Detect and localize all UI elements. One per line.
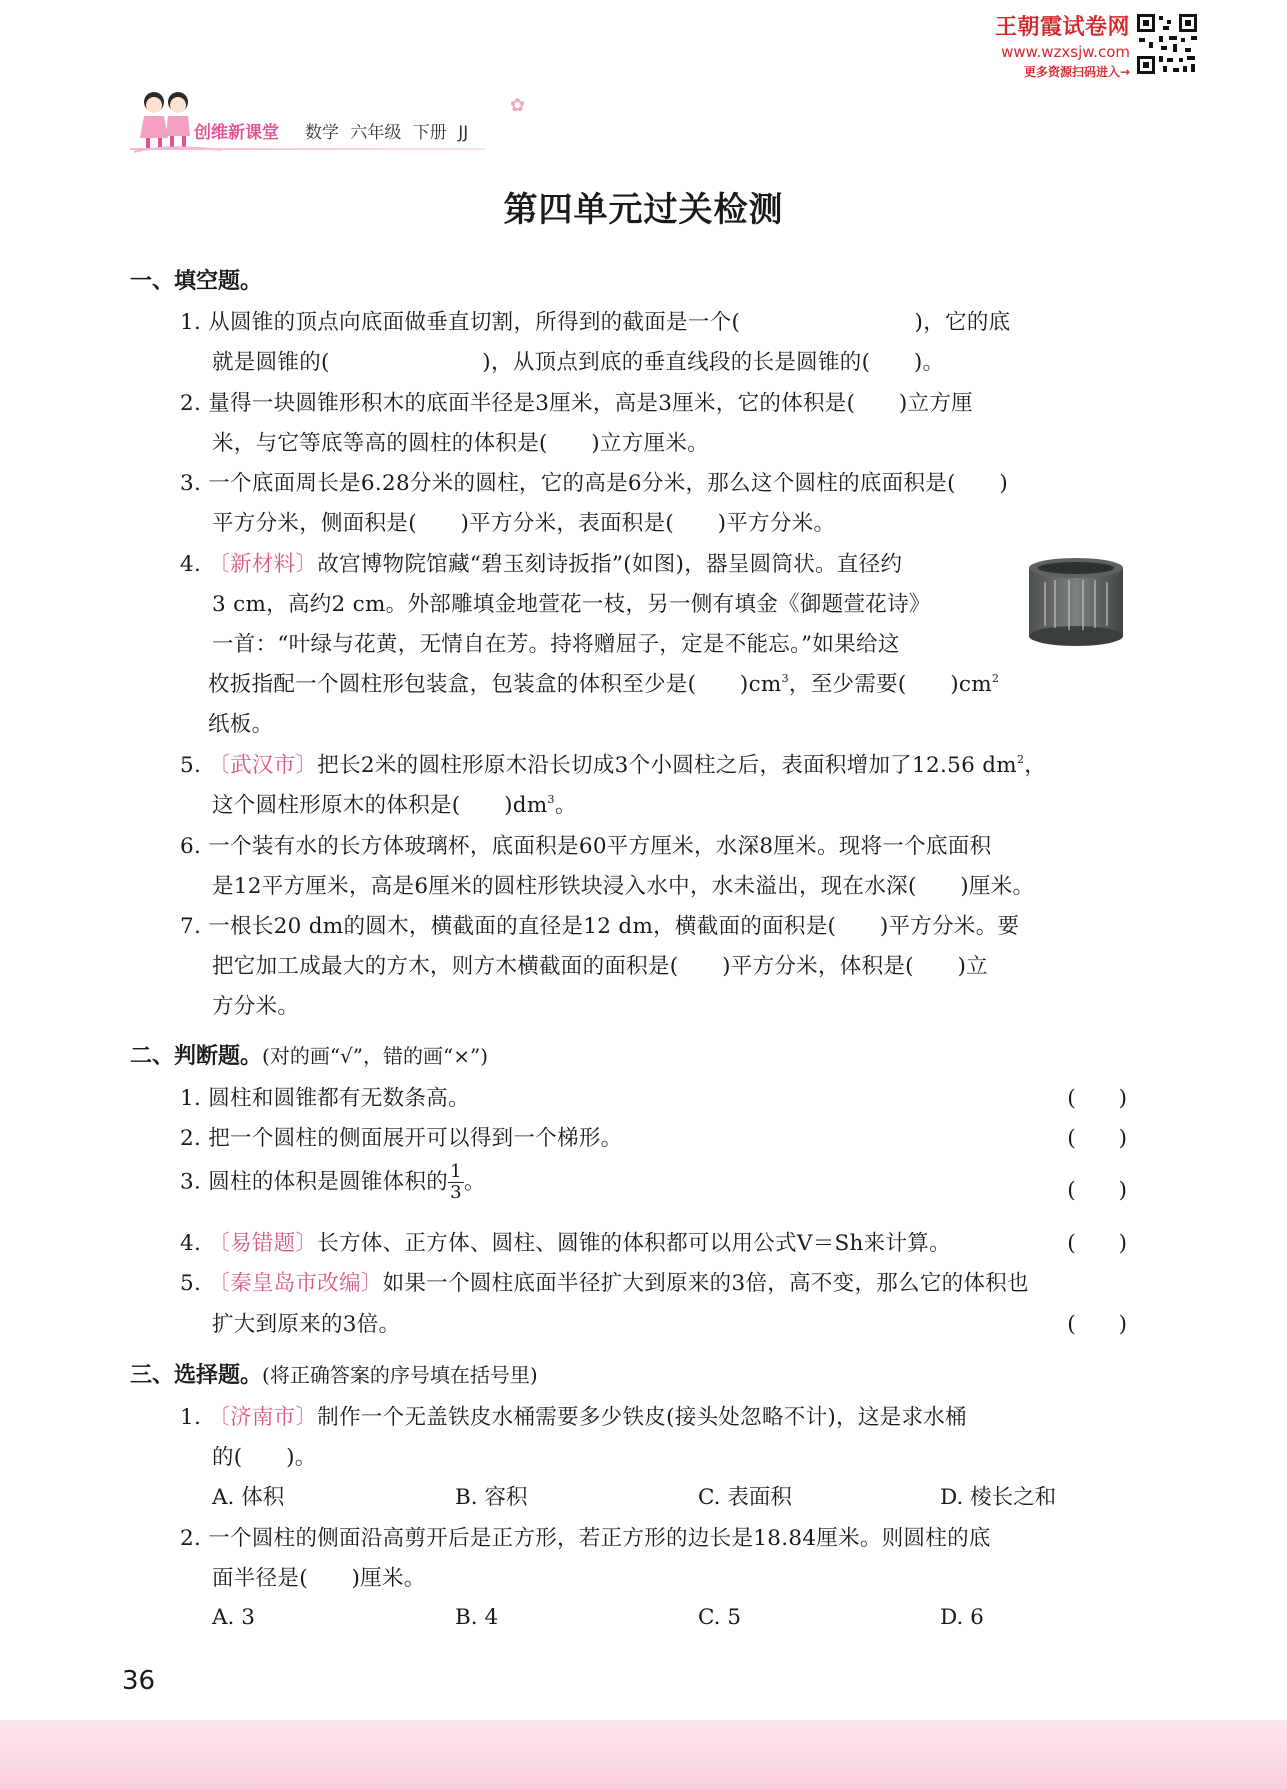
s1-q4-text4a: 枚扳指配一个圆柱形包装盒，包装盒的体积至少是( )cm xyxy=(208,672,782,697)
s2-q5-number: 5. xyxy=(180,1271,202,1296)
s1-q4-line5: 纸板。 xyxy=(208,712,274,737)
s2-q3-text: 3. 圆柱的体积是圆锥体积的 xyxy=(180,1169,449,1195)
subject-label: 数学 六年级 下册 JJ xyxy=(305,123,469,143)
s1-q4-line2: 3 cm，高约2 cm。外部雕填金地萱花一枝，另一侧有填金《御题萱花诗》 xyxy=(212,592,931,617)
s1-q4-line1 xyxy=(180,547,902,578)
jade-ring-image xyxy=(1025,556,1127,648)
s3-q1-option-c[interactable]: C. 表面积 xyxy=(698,1485,792,1510)
fraction-denominator: 3 xyxy=(450,1182,462,1203)
s1-q7-line3: 方分米。 xyxy=(212,994,300,1019)
s1-q1-line1: 1. 从圆锥的顶点向底面做垂直切割，所得到的截面是一个( )，它的底 xyxy=(180,310,1011,335)
dm2-sup: 2 xyxy=(1016,753,1025,766)
qr-code-icon[interactable] xyxy=(1135,12,1199,76)
series-name: 创维新课堂 xyxy=(194,123,279,143)
s2-q4-answer-paren[interactable]: ( ) xyxy=(1067,1231,1127,1256)
brand-more[interactable]: 更多资源扫码进入→ xyxy=(1023,65,1130,79)
dm3-sup: 3 xyxy=(547,793,555,806)
s3-q1-option-a[interactable]: A. 体积 xyxy=(212,1485,285,1510)
brand-url[interactable]: www.wzxsjw.com xyxy=(1001,43,1130,61)
s3-q1-line2: 的( )。 xyxy=(212,1445,317,1470)
s1-q7-line2: 把它加工成最大的方木，则方木横截面的面积是( )平方分米，体积是( )立 xyxy=(212,954,988,979)
flower-icon: ✿ xyxy=(510,95,526,116)
s1-q5-line2 xyxy=(212,788,577,819)
page-number: 36 xyxy=(122,1666,156,1696)
s2-q1-answer-paren[interactable]: ( ) xyxy=(1067,1086,1127,1111)
s1-q6-line1: 6. 一个装有水的长方体玻璃杯，底面积是60平方厘米，水深8厘米。现将一个底面积 xyxy=(180,834,992,859)
s3-q2-option-a[interactable]: A. 3 xyxy=(212,1605,255,1630)
s3-q1-line1 xyxy=(180,1400,967,1431)
section2-title: 二、判断题。 xyxy=(130,1044,263,1069)
section2-note: (对的画“√”，错的画“×”) xyxy=(262,1044,489,1068)
s2-q4-text: 长方体、正方体、圆柱、圆锥的体积都可以用公式V＝Sh来计算。 xyxy=(317,1231,951,1256)
page-title: 第四单元过关检测 xyxy=(503,190,784,230)
section3-heading xyxy=(130,1358,538,1389)
s1-q5-number: 5. xyxy=(180,753,202,778)
s2-q4 xyxy=(180,1226,951,1257)
s1-q6-line2: 是12平方厘米，高是6厘米的圆柱形铁块浸入水中，水未溢出，现在水深( )厘米。 xyxy=(212,874,1035,899)
s1-q5-line1 xyxy=(180,748,1046,779)
section2-heading xyxy=(130,1039,488,1070)
brand-name: 王朝霞试卷网 xyxy=(994,15,1130,40)
s1-q3-line2: 平方分米，侧面积是( )平方分米，表面积是( )平方分米。 xyxy=(212,511,836,536)
s1-q4-text4b: ，至少需要( )cm xyxy=(788,672,992,697)
s3-q1-text1: 制作一个无盖铁皮水桶需要多少铁皮(接头处忽略不计)，这是求水桶 xyxy=(317,1405,967,1430)
s1-q5-text1b: ， xyxy=(1024,753,1047,778)
s3-q1-number: 1. xyxy=(180,1405,202,1430)
s2-q4-number: 4. xyxy=(180,1231,202,1256)
s2-q3-answer-paren[interactable]: ( ) xyxy=(1067,1178,1127,1203)
footer-band xyxy=(0,1720,1287,1789)
section3-note: (将正确答案的序号填在括号里) xyxy=(262,1363,538,1387)
s3-q1-option-b[interactable]: B. 容积 xyxy=(455,1485,528,1510)
s1-q3-line1: 3. 一个底面周长是6.28分米的圆柱，它的高是6分米，那么这个圆柱的底面积是( ) xyxy=(180,471,1009,496)
s1-q5-text1: 把长2米的圆柱形原木沿长切成3个小圆柱之后，表面积增加了12.56 dm xyxy=(317,753,1017,778)
s2-q5-answer-paren[interactable]: ( ) xyxy=(1067,1312,1127,1337)
s1-q5-text2b: 。 xyxy=(554,793,577,818)
s1-q5-text2a: 这个圆柱形原木的体积是( )dm xyxy=(212,793,548,818)
s2-q2-answer-paren[interactable]: ( ) xyxy=(1067,1126,1127,1151)
brand-block xyxy=(962,10,1130,80)
s1-q4-line4 xyxy=(208,667,999,698)
s2-q5-line1 xyxy=(180,1266,1029,1297)
s1-q4-line3: 一首：“叶绿与花黄，无情自在芳。持将赠屈子，定是不能忘。”如果给这 xyxy=(212,632,900,657)
s2-q3-end: 。 xyxy=(463,1169,486,1195)
one-third-fraction xyxy=(448,1162,464,1203)
s3-q1-option-d[interactable]: D. 棱长之和 xyxy=(940,1485,1057,1510)
s3-q2-line1: 2. 一个圆柱的侧面沿高剪开后是正方形，若正方形的边长是18.84厘米。则圆柱的底 xyxy=(180,1526,991,1551)
fraction-numerator: 1 xyxy=(450,1161,462,1182)
s2-q2: 2. 把一个圆柱的侧面展开可以得到一个梯形。 xyxy=(180,1126,623,1151)
header-divider xyxy=(130,148,485,150)
s2-q5-text1: 如果一个圆柱底面半径扩大到原来的3倍，高不变，那么它的体积也 xyxy=(382,1271,1029,1296)
s3-q2-option-b[interactable]: B. 4 xyxy=(455,1605,499,1630)
s1-q4-tag: 〔新材料〕 xyxy=(208,552,318,577)
s2-q3 xyxy=(180,1162,486,1203)
section1-heading: 一、填空题。 xyxy=(130,269,263,294)
s2-q4-tag: 〔易错题〕 xyxy=(208,1231,318,1256)
s1-q7-line1: 7. 一根长20 dm的圆木，横截面的直径是12 dm，横截面的面积是( )平方分米。要 xyxy=(180,914,1020,939)
s1-q5-tag: 〔武汉市〕 xyxy=(208,753,318,778)
s3-q2-line2: 面半径是( )厘米。 xyxy=(212,1566,426,1591)
s1-q1-line2: 就是圆锥的( )，从顶点到底的垂直线段的长是圆锥的( )。 xyxy=(212,350,945,375)
s2-q5-tag: 〔秦皇岛市改编〕 xyxy=(208,1271,383,1296)
s1-q2-line2: 米，与它等底等高的圆柱的体积是( )立方厘米。 xyxy=(212,431,709,456)
cm3-sup: 3 xyxy=(781,672,789,685)
s3-q2-option-c[interactable]: C. 5 xyxy=(698,1605,742,1630)
s3-q1-tag: 〔济南市〕 xyxy=(208,1405,318,1430)
s2-q1: 1. 圆柱和圆锥都有无数条高。 xyxy=(180,1086,470,1111)
s1-q4-text1: 故宫博物院馆藏“碧玉刻诗扳指”(如图)，器呈圆筒状。直径约 xyxy=(317,552,903,577)
cm2-sup: 2 xyxy=(991,672,1000,685)
s1-q2-line1: 2. 量得一块圆锥形积木的底面半径是3厘米，高是3厘米，它的体积是( )立方厘 xyxy=(180,391,973,416)
s3-q2-option-d[interactable]: D. 6 xyxy=(940,1605,984,1630)
section3-title: 三、选择题。 xyxy=(130,1363,263,1388)
s2-q5-line2: 扩大到原来的3倍。 xyxy=(212,1312,401,1337)
s1-q4-number: 4. xyxy=(180,552,202,577)
